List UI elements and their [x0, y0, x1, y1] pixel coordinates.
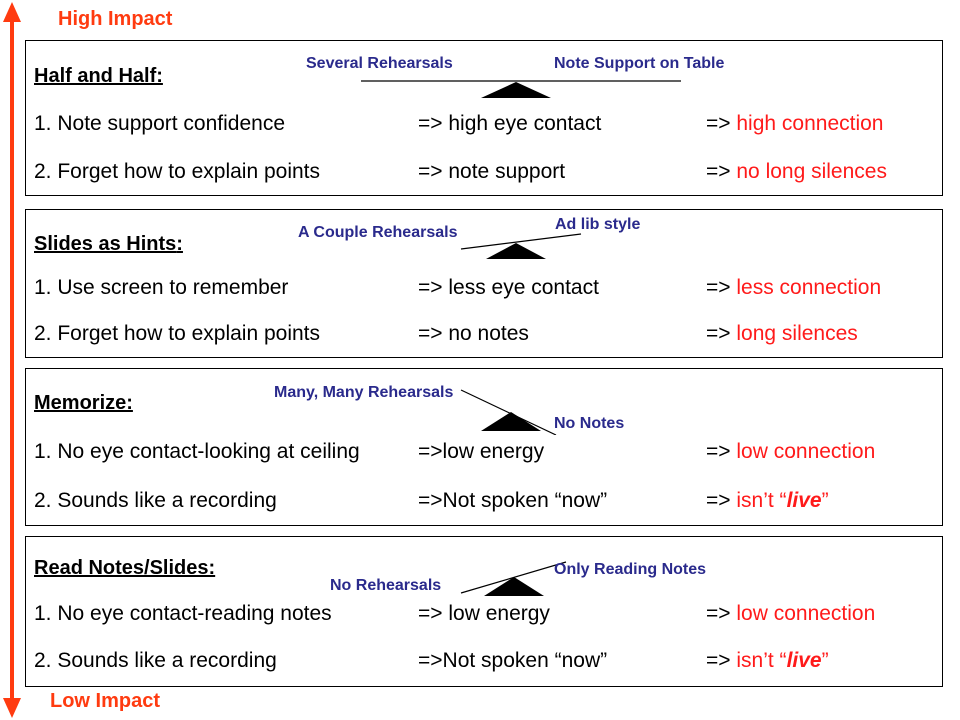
row-2-result: => no long silences [706, 160, 887, 183]
panel-read-notes-slides [25, 536, 943, 687]
row-2-cause: 2. Sounds like a recording [34, 649, 277, 672]
row-1-cause: 1. Note support confidence [34, 112, 285, 135]
panel-title: Read Notes/Slides: [34, 557, 216, 579]
row-1-cause: 1. Use screen to remember [34, 276, 289, 299]
panel-title: Slides as Hints: [34, 233, 183, 255]
row-1-effect: => low energy [418, 602, 550, 625]
row-1-cause: 1. No eye contact-looking at ceiling [34, 440, 360, 463]
rehearsal-label: Many, Many Rehearsals [274, 384, 454, 401]
balance-scale-tilted [456, 385, 566, 435]
row-2-cause: 2. Forget how to explain points [34, 322, 321, 345]
high-impact-label: High Impact [58, 8, 173, 30]
rehearsal-label: No Rehearsals [330, 577, 442, 594]
row-1-result: => low connection [706, 602, 876, 625]
row-2-result: => isn’t “live” [706, 649, 829, 672]
panel-half-and-half [25, 40, 943, 196]
panel-title: Half and Half: [34, 65, 163, 87]
row-2-effect: =>Not spoken “now” [418, 649, 608, 672]
row-1-cause: 1. No eye contact-reading notes [34, 602, 332, 625]
row-2-cause: 2. Forget how to explain points [34, 160, 321, 183]
notes-label: Ad lib style [555, 216, 641, 233]
row-1-result: => high connection [706, 112, 884, 135]
row-1-effect: => less eye contact [418, 276, 599, 299]
low-impact-label: Low Impact [50, 690, 161, 712]
row-2-cause: 2. Sounds like a recording [34, 489, 277, 512]
notes-label: Note Support on Table [554, 55, 725, 72]
row-2-result: => isn’t “live” [706, 489, 829, 512]
balance-scale-level [356, 71, 686, 101]
rehearsal-label: Several Rehearsals [306, 55, 453, 72]
row-2-result: => long silences [706, 322, 858, 345]
row-1-effect: =>low energy [418, 440, 545, 463]
row-2-effect: => no notes [418, 322, 529, 345]
row-1-result: => low connection [706, 440, 876, 463]
row-2-effect: => note support [418, 160, 566, 183]
notes-label: No Notes [554, 415, 625, 432]
row-1-effect: => high eye contact [418, 112, 602, 135]
rehearsal-label: A Couple Rehearsals [298, 224, 458, 241]
panel-slides-as-hints [25, 209, 943, 358]
notes-label: Only Reading Notes [554, 561, 707, 578]
row-2-effect: =>Not spoken “now” [418, 489, 608, 512]
row-1-result: => less connection [706, 276, 882, 299]
panel-title: Memorize: [34, 392, 133, 414]
panel-memorize [25, 368, 943, 526]
